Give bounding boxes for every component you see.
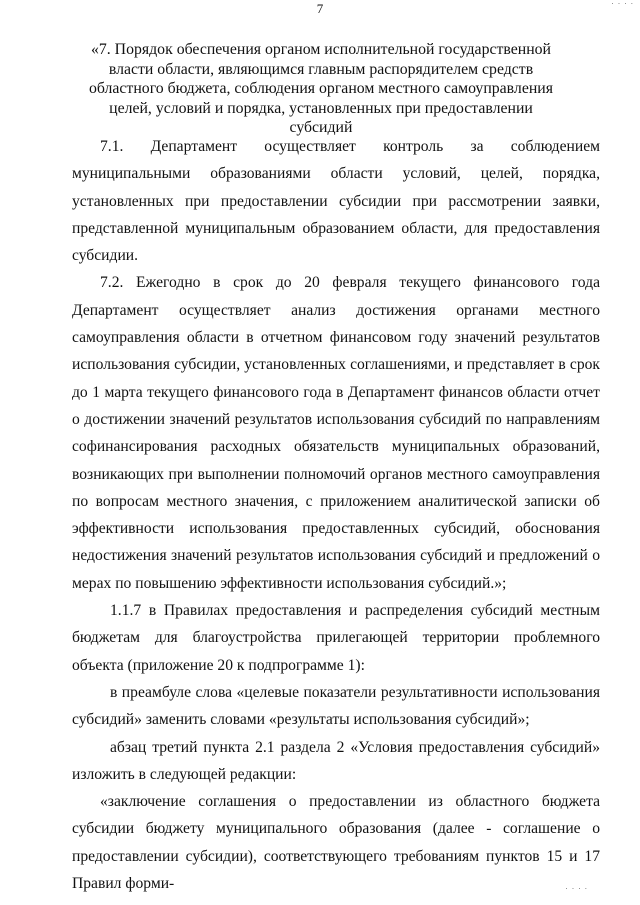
paragraph-preamble: в преамбуле слова «целевые показатели результативности использования субсидий» заменить словами «результаты использования субсидий»; xyxy=(72,683,600,729)
paragraph-7-2: 7.2. Ежегодно в срок до 20 февраля текущего финансового года Департамент осуществляет анализ достижения органами местного самоуправления области в отчетном финансовом году значений результатов использования субсидии, установленных соглашениями, и представляет в срок до 1 марта текущего финансового года в Департамент финансов области отчет о достижении значений результатов использования субсидий по направлениям софинансирования расходных обязательств муниципальных образований, возникающих при выполнении полномочий органов местного самоуправления по вопросам местного значения, с приложением аналитической записки об эффективности использования предоставленных субсидий, обоснования недостижения значений результатов использования субсидий и предложений о мерах по повышению эффективности использования субсидий.»; xyxy=(72,274,600,592)
document-body xyxy=(72,133,600,897)
section-heading: «7. Порядок обеспечения органом исполнительной государственной власти области, являющимся главным распорядителем средств областного бюджета, соблюдения органом местного самоуправления целей, условий и порядка, установленных при предоставлении субсидий xyxy=(88,41,554,136)
paragraph-abzac: абзац третий пункта 2.1 раздела 2 «Условия предоставления субсидий» изложить в следующей редакции: xyxy=(72,738,600,783)
paragraph-agreement: «заключение соглашения о предоставлении из областного бюджета субсидии бюджету муниципального образования (далее - соглашение о предоставлении субсидии), соответствующего требованиям пунктов 15 и 17 Правил форми- xyxy=(72,793,600,893)
paragraph-1-1-7: 1.1.7 в Правилах предоставления и распределения субсидий местным бюджетам для благоустройства прилегающей территории проблемного объекта (приложение 20 к подпрограмме 1): xyxy=(72,602,600,674)
paragraph-7-1: 7.1. Департамент осуществляет контроль за соблюдением муниципальными образованиями области условий, целей, порядка, установленных при предоставлении субсидии при рассмотрении заявки, представленной муниципальным образованием области, для предоставления субсидии. xyxy=(72,138,600,265)
corner-mark-top: · · · · xyxy=(611,0,634,8)
corner-mark-bottom: · · · · xyxy=(565,885,588,893)
page-number: 7 xyxy=(316,1,324,16)
